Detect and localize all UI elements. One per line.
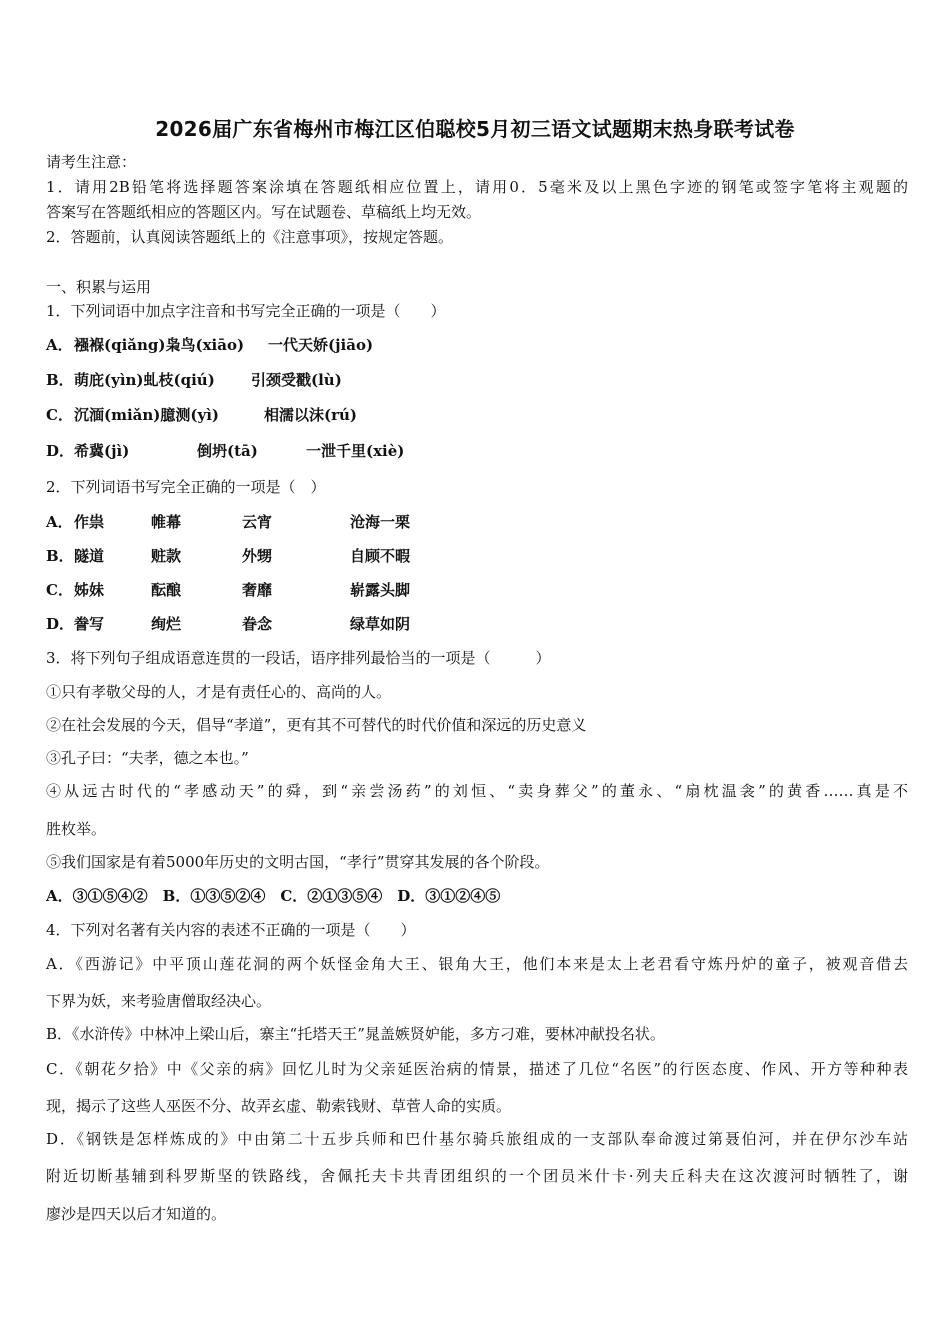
notice-item-1-line-1: 1．请用2B铅笔将选择题答案涂填在答题纸相应位置上，请用0．5毫米及以上黑色字迹的钢笔或签字笔将主观题的 <box>46 178 908 196</box>
notice-item-2: 2．答题前，认真阅读答题纸上的《注意事项》，按规定答题。 <box>46 228 454 246</box>
q2-option-c-word-1: 姊妹 <box>74 581 105 599</box>
q2-option-b-word-1: 隧道 <box>74 547 105 565</box>
q3-sentence-4-line-2: 胜枚举。 <box>46 820 107 838</box>
q2-option-d-word-3: 眷念 <box>242 615 273 633</box>
q1-option-b-word-2: 引颈受戳(lù) <box>251 371 342 389</box>
q3-sentence-4-line-1: ④从远古时代的“孝感动天”的舜，到“亲尝汤药”的刘恒、“卖身葬父”的董永、“扇枕温衾”的黄香……真是不 <box>46 782 908 800</box>
q2-option-b-word-2: 赃款 <box>151 547 182 565</box>
q4-option-a-line-1: A．《西游记》中平顶山莲花洞的两个妖怪金角大王、银角大王，他们本来是太上老君看守炼丹炉的童子，被观音借去 <box>46 955 908 973</box>
q2-option-b-label: B． <box>46 547 74 565</box>
q4-option-b: B．《水浒传》中林冲上梁山后，寨主“托塔天王”晁盖嫉贤妒能，多方刁难，要林冲献投名状。 <box>46 1025 665 1043</box>
q1-option-b-word-1: 萌庇(yìn)虬枝(qiú) <box>74 371 215 389</box>
q1-option-d-word-2: 倒坍(tā) <box>197 442 258 460</box>
q3-sentence-3: ③孔子曰：“夫孝，德之本也。” <box>46 749 249 767</box>
q1-option-d-label: D． <box>46 442 75 460</box>
exam-title: 2026届广东省梅州市梅江区伯聪校5月初三语文试题期末热身联考试卷 <box>155 117 795 141</box>
q4-option-d-line-3: 廖沙是四天以后才知道的。 <box>46 1205 227 1223</box>
question-1-stem: 1．下列词语中加点字注音和书写完全正确的一项是（ ） <box>46 302 446 320</box>
q2-option-b-word-3: 外甥 <box>242 547 273 565</box>
q2-option-c-word-3: 奢靡 <box>242 581 273 599</box>
q1-option-d-word-1: 希冀(jì) <box>74 442 130 460</box>
q4-option-d-line-2: 附近切断基辅到科罗斯坚的铁路线，舍佩托夫卡共青团组织的一个团员米什卡·列夫丘科夫在这次渡河时牺牲了，谢 <box>46 1167 908 1185</box>
section-heading: 一、积累与运用 <box>46 278 152 296</box>
q1-option-a-word-1: 襁褓(qiǎng)枭鸟(xiāo) <box>74 336 245 354</box>
q2-option-a-word-1: 作祟 <box>74 513 105 531</box>
q2-option-d-word-2: 绚烂 <box>151 615 182 633</box>
q2-option-b-word-4: 自顾不暇 <box>350 547 411 565</box>
notice-heading: 请考生注意： <box>46 153 137 171</box>
q2-option-d-label: D． <box>46 615 75 633</box>
q2-option-a-word-2: 帷幕 <box>151 513 182 531</box>
q1-option-b-label: B． <box>46 371 74 389</box>
q2-option-d-word-1: 誊写 <box>74 615 105 633</box>
q2-option-c-label: C． <box>46 581 73 599</box>
q2-option-a-word-3: 云宵 <box>242 513 273 531</box>
q2-option-d-word-4: 绿草如阴 <box>350 615 411 633</box>
q2-option-c-word-4: 崭露头脚 <box>350 581 411 599</box>
q4-option-c-line-1: C．《朝花夕拾》中《父亲的病》回忆儿时为父亲延医治病的情景，描述了几位“名医”的行医态度、作风、开方等种种表 <box>46 1060 908 1078</box>
q4-option-d-line-1: D．《钢铁是怎样炼成的》中由第二十五步兵师和巴什基尔骑兵旅组成的一支部队奉命渡过第聂伯河，并在伊尔沙车站 <box>46 1130 908 1148</box>
q1-option-d-word-3: 一泄千里(xiè) <box>306 442 405 460</box>
q3-sentence-1: ①只有孝敬父母的人，才是有责任心的、高尚的人。 <box>46 683 392 701</box>
q1-option-c-word-1: 沉湎(miǎn)臆测(yì) <box>74 406 219 424</box>
q3-answer-choices: A．③①⑤④② B．①③⑤②④ C．②①③⑤④ D．③①②④⑤ <box>46 887 501 905</box>
question-3-stem: 3．将下列句子组成语意连贯的一段话，语序排列最恰当的一项是（ ） <box>46 649 551 667</box>
question-2-stem: 2．下列词语书写完全正确的一项是（ ） <box>46 478 326 496</box>
q3-sentence-2: ②在社会发展的今天，倡导“孝道”，更有其不可替代的时代价值和深远的历史意义 <box>46 716 587 734</box>
q1-option-a-word-2: 一代天娇(jiāo) <box>268 336 374 354</box>
q2-option-c-word-2: 酝酿 <box>151 581 182 599</box>
q4-option-a-line-2: 下界为妖，来考验唐僧取经决心。 <box>46 992 272 1010</box>
question-4-stem: 4．下列对名著有关内容的表述不正确的一项是（ ） <box>46 921 416 939</box>
q1-option-c-label: C． <box>46 406 73 424</box>
q3-sentence-5: ⑤我们国家是有着5000年历史的文明古国，“孝行”贯穿其发展的各个阶段。 <box>46 853 550 871</box>
notice-item-1-line-2: 答案写在答题纸相应的答题区内。写在试题卷、草稿纸上均无效。 <box>46 203 482 221</box>
q2-option-a-word-4: 沧海一栗 <box>350 513 411 531</box>
q1-option-a-label: A． <box>46 336 73 354</box>
q2-option-a-label: A． <box>46 513 73 531</box>
q4-option-c-line-2: 现，揭示了这些人巫医不分、故弄玄虚、勒索钱财、草菅人命的实质。 <box>46 1097 512 1115</box>
q1-option-c-word-2: 相濡以沫(rú) <box>264 406 358 424</box>
